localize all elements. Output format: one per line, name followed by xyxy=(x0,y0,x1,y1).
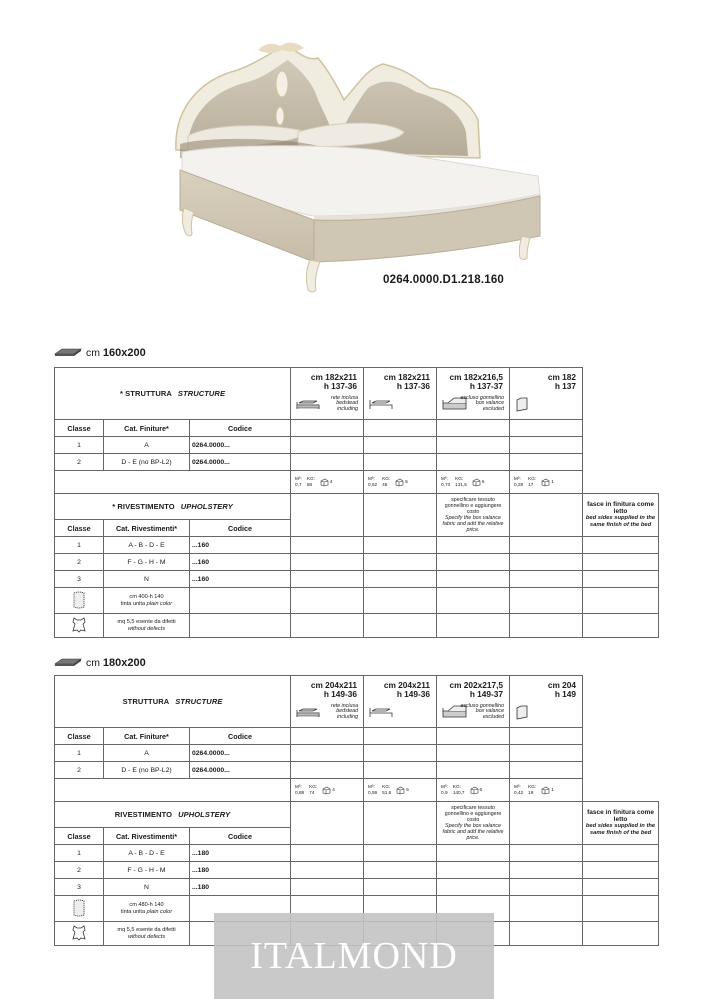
size-label: 160x200 xyxy=(102,347,146,359)
structure-header: STRUTTURA STRUCTURE xyxy=(55,676,291,728)
upholstery-header: RIVESTIMENTO UPHOLSTERY xyxy=(55,802,291,828)
section-heading-160 xyxy=(54,347,146,359)
col-finiture: Cat. Finiture* xyxy=(104,728,190,745)
valance-note: specificare tessuto gonnellino e aggiungere costo Specify the box valance fabric and add the relative price. xyxy=(437,802,510,845)
spec-row xyxy=(55,779,659,802)
col-codice: Codice xyxy=(190,728,291,745)
bed-with-base-icon xyxy=(296,397,320,411)
dim-cell: escluso gonnellino box valance excluded cm 202x217,5 h 149-37 xyxy=(437,676,510,728)
table-row: 2 F - G - H - M ...160 xyxy=(55,554,659,571)
upholstery-header: * RIVESTIMENTO UPHOLSTERY xyxy=(55,494,291,520)
package-icon xyxy=(322,786,331,795)
table-180: STRUTTURA STRUCTURE rete inclusa bedstead including cm 204x211 h 149-36 cm 204x211 h 149-36 escluso gonnellino box valance excluded cm 202x217,5 h 149-37 cm 204 h 149 Classe Cat. Finiture* Codice 1 A 0264.0000... 2 D - E (no BP-L2) 0264.0000... M³: 0,88 KG: 74 4 M³: 0,59 KG: 51,6 5 M³: 0,9 KG: 140,7 6 M³: 0,42 KG: 19 1 RIVESTIMENTO UPHOLSTERY specificare tessuto gonnellino e aggiungere costo Specify the box valance fabric and add the relative price. fasce in finitura come letto bed sides supplied in the same finish of the bed Classe Cat. Rivestimenti* Codice 1 A - B - D - E ...180 2 F - G - H - M ...180 3 N ...180 cm 480-h 140 tinta unita plain color mq 5,5 esente da difetti without defects xyxy=(54,675,659,946)
bed-photo xyxy=(168,40,556,295)
dim-cell: rete inclusa bedstead including cm 204x211 h 149-36 xyxy=(291,676,364,728)
headboard-icon xyxy=(515,397,529,413)
spec-cell: M³: 0,7 KG: 68 4 xyxy=(291,471,364,494)
col-classe: Classe xyxy=(55,420,104,437)
spec-cell: M³: 0,28 KG: 17 1 xyxy=(510,471,583,494)
table-160: * STRUTTURA STRUCTURE rete inclusa bedstead including cm 182x211 h 137-36 cm 182x211 h 137-36 escluso gonnellino box valance excluded cm 182x216,5 h 137-37 cm 182 h 137 Classe Cat. Finiture* Codice 1 A 0264.0000... 2 D - E (no BP-L2) 0264.0000... M³: 0,7 KG: 68 4 M³: 0,52 KG: 45 5 M³: 0,73 KG: 131,5 6 M³: 0,28 KG: 17 1 * RIVESTIMENTO UPHOLSTERY specificare tessuto gonnellino e aggiungere costo Specify the box valance fabric and add the relative price. fasce in finitura come letto bed sides supplied in the same finish of the bed Classe Cat. Rivestimenti* Codice 1 A - B - D - E ...160 2 F - G - H - M ...160 3 N ...160 cm 400-h 140 tinta unita plain color mq 5,5 esente da difetti without defects xyxy=(54,367,659,638)
dim-cell: escluso gonnellino box valance excluded cm 182x216,5 h 137-37 xyxy=(437,368,510,420)
structure-header: * STRUTTURA STRUCTURE xyxy=(55,368,291,420)
dim-cell: cm 204 h 149 xyxy=(510,676,583,728)
table-row: 2 D - E (no BP-L2) 0264.0000... xyxy=(55,454,659,471)
table-row: 1 A - B - D - E ...160 xyxy=(55,537,659,554)
table-row: 3 N ...180 xyxy=(55,879,659,896)
package-icon xyxy=(472,478,481,487)
leather-hide-icon xyxy=(70,616,88,634)
dim-cell: cm 182x211 h 137-36 xyxy=(364,368,437,420)
size-prefix: cm xyxy=(86,657,100,669)
table-row: mq 5,5 esente da difetti without defects xyxy=(55,614,659,638)
dim-cell: cm 204x211 h 149-36 xyxy=(364,676,437,728)
section-heading-180 xyxy=(54,657,146,669)
headboard-icon xyxy=(515,705,529,721)
col-finiture: Cat. Finiture* xyxy=(104,420,190,437)
col-codice: Codice xyxy=(190,420,291,437)
spec-cell: M³: 0,88 KG: 74 4 xyxy=(291,779,364,802)
product-code: 0264.0000.D1.218.160 xyxy=(383,274,505,286)
mattress-icon xyxy=(54,658,82,667)
valance-note: specificare tessuto gonnellino e aggiungere costo Specify the box valance fabric and add the relative price. xyxy=(437,494,510,537)
spec-cell: M³: 0,73 KG: 131,5 6 xyxy=(437,471,510,494)
size-label: 180x200 xyxy=(102,657,146,669)
col-classe: Classe xyxy=(55,728,104,745)
bed-frame-icon xyxy=(369,705,393,719)
spec-cell: M³: 0,52 KG: 45 5 xyxy=(364,471,437,494)
fabric-swatch-icon xyxy=(72,591,86,609)
table-row: cm 480-h 140 tinta unita plain color xyxy=(55,896,659,922)
package-icon xyxy=(396,786,405,795)
package-icon xyxy=(395,478,404,487)
table-row: cm 400-h 140 tinta unita plain color xyxy=(55,588,659,614)
table-row: 2 F - G - H - M ...180 xyxy=(55,862,659,879)
table-row: 1 A 0264.0000... xyxy=(55,437,659,454)
package-icon xyxy=(320,478,329,487)
package-icon xyxy=(470,786,479,795)
package-icon xyxy=(541,478,550,487)
watermark-logo: ITALMOND xyxy=(214,913,494,999)
dim-cell: cm 182 h 137 xyxy=(510,368,583,420)
spec-cell: M³: 0,42 KG: 19 1 xyxy=(510,779,583,802)
table-row: mq 5,5 esente da difetti without defects xyxy=(55,922,659,946)
dim-cell: rete inclusa bedstead including cm 182x211 h 137-36 xyxy=(291,368,364,420)
spec-cell: M³: 0,59 KG: 51,6 5 xyxy=(364,779,437,802)
table-row: 1 A 0264.0000... xyxy=(55,745,659,762)
bed-with-base-icon xyxy=(296,705,320,719)
table-row: 2 D - E (no BP-L2) 0264.0000... xyxy=(55,762,659,779)
spec-cell: M³: 0,9 KG: 140,7 6 xyxy=(437,779,510,802)
size-prefix: cm xyxy=(86,347,100,359)
spec-row xyxy=(55,471,659,494)
bed-sides-note: fasce in finitura come letto bed sides supplied in the same finish of the bed xyxy=(583,494,659,537)
leather-hide-icon xyxy=(70,924,88,942)
fabric-swatch-icon xyxy=(72,899,86,917)
package-icon xyxy=(541,786,550,795)
mattress-icon xyxy=(54,348,82,357)
bed-frame-icon xyxy=(369,397,393,411)
bed-sides-note: fasce in finitura come letto bed sides supplied in the same finish of the bed xyxy=(583,802,659,845)
table-row: 3 N ...160 xyxy=(55,571,659,588)
table-row: 1 A - B - D - E ...180 xyxy=(55,845,659,862)
